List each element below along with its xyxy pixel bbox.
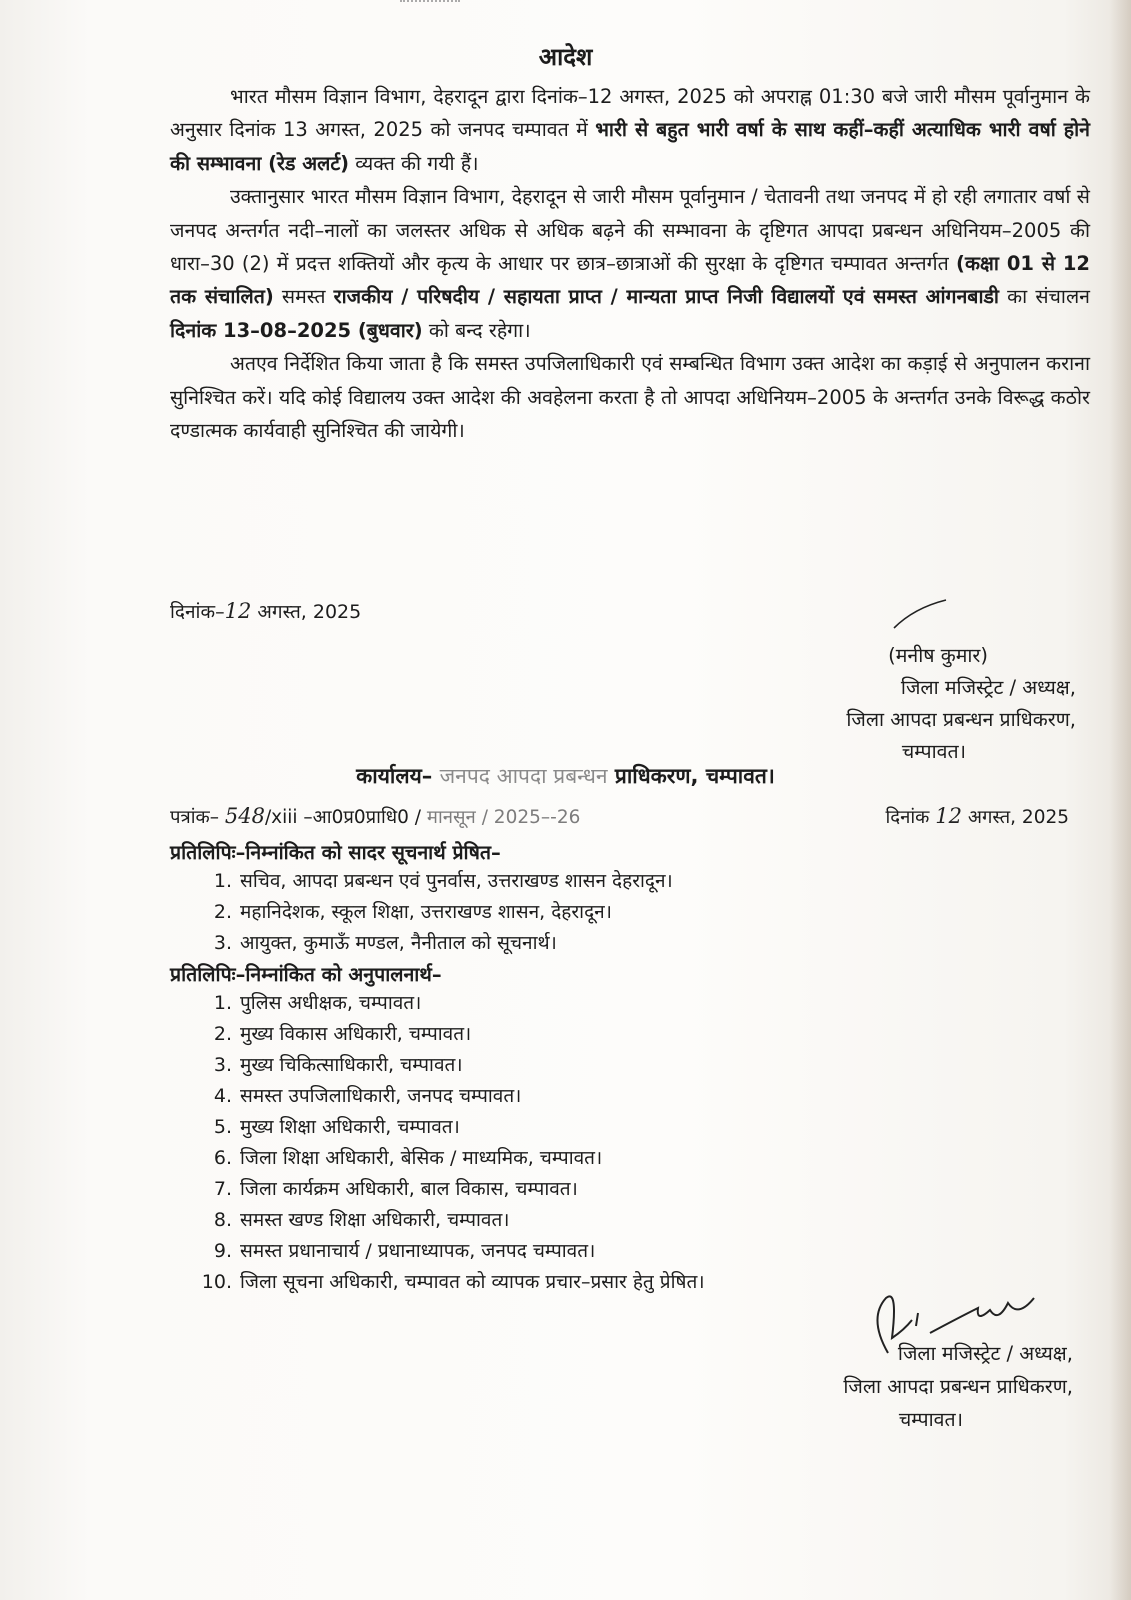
item-text: जिला सूचना अधिकारी, चम्पावत को व्यापक प्रचार–प्रसार हेतु प्रेषित। [240,1271,705,1293]
p2-text: उक्तानुसार भारत मौसम विज्ञान विभाग, देहरादून से जारी मौसम पूर्वानुमान / चेतावनी तथा जनपद में हो रही लगातार वर्षा से जनपद अन्तर्गत नदी–नालों का जलस्तर अधिक से अधिक बढ़ने की सम्भावना के दृष्टिगत आपदा प्रबन्धन अधिनियम–2005 की धारा–30 (2) में प्रदत्त शक्तियों और कृत्य के आधार पर छात्र–छात्राओं की सुरक्षा के दृष्टिगत चम्पावत अन्तर्गत [170,185,1090,276]
paragraph-2 [170,180,1090,347]
signatory-designation: जिला मजिस्ट्रेट / अध्यक्ष, [897,1342,1073,1365]
signatory-designation: जिला मजिस्ट्रेट / अध्यक्ष, [900,676,1076,699]
signatory-place: चम्पावत। [901,740,966,763]
handwritten-day: 12 [224,599,252,623]
office-faded: जनपद आपदा प्रबन्धन [439,764,608,788]
item-number: 1. [213,870,232,892]
item-text: आयुक्त, कुमाऊँ मण्डल, नैनीताल को सूचनार्थ। [240,932,557,954]
item-number: 3. [213,932,232,954]
list-item [200,988,705,1019]
copy-compliance-heading: प्रतिलिपिः–निम्नांकित को अनुपालनार्थ– [170,963,442,986]
ref-date-suffix: अगस्त, 2025 [961,807,1069,828]
item-number: 8. [213,1209,232,1231]
item-text: जिला शिक्षा अधिकारी, बेसिक / माध्यमिक, चम्पावत। [240,1147,603,1169]
reference-number [170,804,580,829]
p1-tail: व्यक्त की गयी हैं। [349,151,479,175]
item-number: 6. [213,1147,232,1169]
office-prefix: कार्यालय– [356,764,440,788]
signatory-block-1 [656,640,1076,768]
list-item [200,1267,705,1298]
ref-date-prefix: दिनांक [885,807,936,828]
paragraph-1 [170,80,1090,180]
item-number: 7. [213,1178,232,1200]
item-text: मुख्य विकास अधिकारी, चम्पावत। [240,1023,472,1045]
signatory-place: चम्पावत। [898,1408,963,1431]
list-item [200,928,673,959]
top-marks [400,0,460,8]
copy-info-heading: प्रतिलिपिः–निम्नांकित को सादर सूचनार्थ प्रेषित– [170,841,501,864]
list-item [200,897,673,928]
item-text: जिला कार्यक्रम अधिकारी, बाल विकास, चम्पावत। [240,1178,578,1200]
item-number: 2. [213,1023,232,1045]
paragraph-3: अतएव निर्देशित किया जाता है कि समस्त उपजिलाधिकारी एवं सम्बन्धित विभाग उक्त आदेश का कड़ाई से अनुपालन कराना सुनिश्चित करें। यदि कोई विद्यालय उक्त आदेश की अवहेलना करता है तो आपदा अधिनियम–2005 के अन्तर्गत उनके विरूद्ध कठोर दण्डात्मक कार्यवाही सुनिश्चित की जायेगी। [170,352,1090,443]
item-number: 2. [213,901,232,923]
p2-tail: को बन्द रहेगा। [422,318,531,342]
order-body [170,80,1090,447]
signatory-block-2 [633,1337,1073,1436]
item-number: 10. [201,1271,232,1293]
p2-bold-classes: (कक्षा 01 से 12 तक संचालित) [170,252,1090,309]
ref-prefix: पत्रांक– [170,807,225,828]
ref-rest: /xiii –आ0प्र0प्राधि0 / [264,807,427,828]
p2-bold-schools: राजकीय / परिषदीय / सहायता प्राप्त / मान्यता प्राप्त निजी विद्यालयों एवं समस्त आंगनबाडी [333,285,999,309]
list-item [200,1081,705,1112]
p1-text: भारत मौसम विज्ञान विभाग, देहरादून द्वारा दिनांक–12 अगस्त, 2025 को अपराह्न 01:30 बजे जारी मौसम पूर्वानुमान के अनुसार दिनांक 13 अगस्त, 2025 को जनपद चम्पावत में [170,85,1090,142]
date-suffix: अगस्त, 2025 [251,601,362,623]
p1-bold: भारी से बहुत भारी वर्षा के साथ कहीं–कहीं अत्याधिक भारी वर्षा होने की सम्भावना (रेड अलर्ट) [170,118,1090,175]
item-text: मुख्य शिक्षा अधिकारी, चम्पावत। [240,1116,460,1138]
item-number: 3. [213,1054,232,1076]
ref-faded: मानसून / 2025–-26 [426,807,581,828]
office-heading [0,762,1131,790]
list-item [200,866,673,897]
item-text: सचिव, आपदा प्रबन्धन एवं पुनर्वास, उत्तराखण्ड शासन देहरादून। [240,870,673,892]
handwritten-ref-number: 548 [224,804,265,828]
signatory-name: (मनीष कुमार) [888,644,988,667]
page-edge-shadow [1109,0,1131,1600]
p2-mid2: का संचालन [998,285,1090,309]
reference-date [885,804,1069,829]
item-text: समस्त उपजिलाधिकारी, जनपद चम्पावत। [240,1085,522,1107]
order-date [170,598,361,624]
item-number: 9. [213,1240,232,1262]
signatory-authority: जिला आपदा प्रबन्धन प्राधिकरण, [843,1375,1073,1398]
item-text: समस्त प्रधानाचार्य / प्रधानाध्यापक, जनपद चम्पावत। [240,1240,596,1262]
item-text: समस्त खण्ड शिक्षा अधिकारी, चम्पावत। [240,1209,510,1231]
p2-bold-date: दिनांक 13–08–2025 (बुधवार) [170,318,423,342]
item-text: महानिदेशक, स्कूल शिक्षा, उत्तराखण्ड शासन, देहरादून। [240,901,612,923]
date-prefix: दिनांक– [170,601,225,623]
list-item [200,1236,705,1267]
list-item [200,1112,705,1143]
list-item [200,1050,705,1081]
list-item [200,1205,705,1236]
signatory-authority: जिला आपदा प्रबन्धन प्राधिकरण, [846,708,1076,731]
item-number: 5. [213,1116,232,1138]
item-text: पुलिस अधीक्षक, चम्पावत। [240,992,422,1014]
item-number: 4. [213,1085,232,1107]
office-suffix: प्राधिकरण, चम्पावत। [607,764,775,788]
list-item [200,1019,705,1050]
item-text: मुख्य चिकित्साधिकारी, चम्पावत। [240,1054,463,1076]
list-item [200,1174,705,1205]
list-item [200,1143,705,1174]
copy-info-list [200,866,673,959]
signature-stroke-icon [890,596,950,632]
order-title: आदेश [538,43,593,71]
item-number: 1. [213,992,232,1014]
p2-mid1: समस्त [273,285,334,309]
handwritten-ref-day: 12 [935,804,962,828]
copy-compliance-list [200,988,705,1298]
